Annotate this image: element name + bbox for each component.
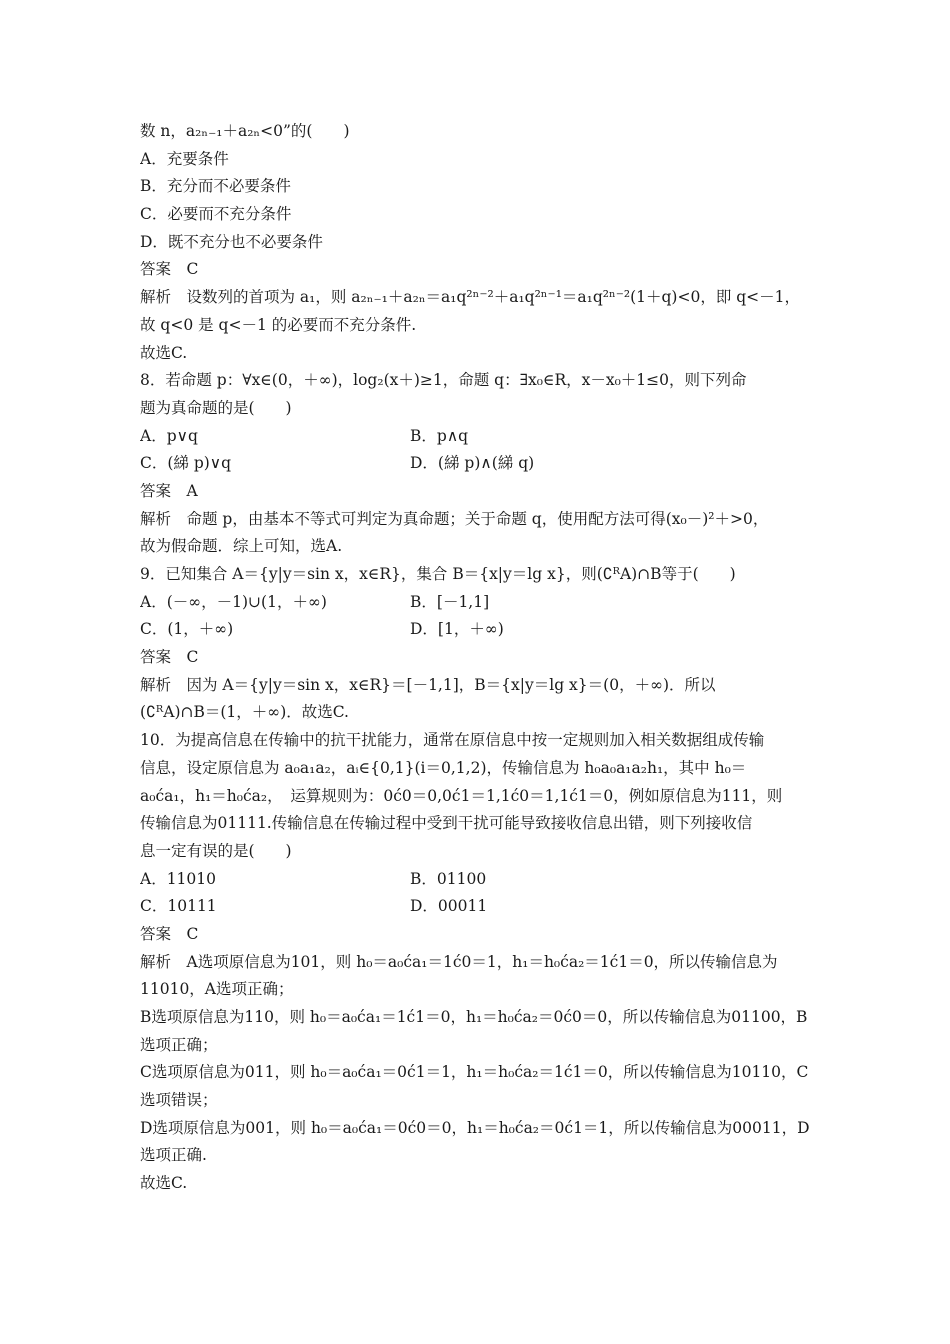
option-d: D．既不充分也不必要条件: [140, 232, 323, 251]
option-a: A．(－∞，－1)∪(1，＋∞): [140, 592, 327, 611]
analysis-line: 解析 命题 p，由基本不等式可判定为真命题；关于命题 q，使用配方法可得(x₀－)²＋>0，: [140, 509, 769, 528]
analysis-line: B选项原信息为110，则 h₀＝a₀ća₁＝1ć1＝0，h₁＝h₀ća₂＝0ć0＝0，所以传输信息为01100，B: [140, 1008, 808, 1026]
option-b: B．[－1,1]: [410, 592, 490, 611]
analysis-line: 解析 设数列的首项为 a₁，则 a₂ₙ₋₁＋a₂ₙ＝a₁q²ⁿ⁻²＋a₁q²ⁿ⁻¹＝a₁q²ⁿ⁻²(1＋q)<0，即 q<－1，: [140, 288, 801, 307]
option-d: D．(綈 p)∧(綈 q): [410, 454, 535, 473]
option-d: D．[1，＋∞): [410, 620, 504, 639]
options-row: [140, 589, 812, 617]
text-line: 数 n，a₂ₙ₋₁＋a₂ₙ<0”的( ): [140, 122, 350, 140]
options-row: [140, 866, 812, 894]
question-10-cont: 信息，设定原信息为 a₀a₁a₂，aᵢ∈{0,1}(i＝0,1,2)，传输信息为 h₀a₀a₁a₂h₁，其中 h₀＝: [140, 758, 747, 777]
question-8-cont: 题为真命题的是( ): [140, 398, 292, 417]
analysis-line: 故为假命题．综上可知，选A.: [140, 537, 343, 556]
conclusion: 故选C.: [140, 343, 188, 362]
conclusion: 故选C.: [140, 1174, 188, 1193]
analysis-line: 选项正确；: [140, 1035, 218, 1054]
document-body: [140, 118, 812, 1198]
option-c: C．(1，＋∞): [140, 620, 234, 639]
options-row: [140, 616, 812, 644]
analysis-line: (∁ᴿA)∩B＝(1，＋∞)．故选C.: [140, 703, 349, 722]
answer: 答案 C: [140, 648, 199, 667]
analysis-line: 选项错误；: [140, 1091, 218, 1110]
option-c: C．必要而不充分条件: [140, 205, 292, 224]
analysis-line: D选项原信息为001，则 h₀＝a₀ća₁＝0ć0＝0，h₁＝h₀ća₂＝0ć1＝1，所以传输信息为00011，D: [140, 1118, 810, 1137]
option-b: B．p∧q: [410, 426, 469, 445]
answer: 答案 A: [140, 481, 198, 500]
analysis-line: C选项原信息为011，则 h₀＝a₀ća₁＝0ć1＝1，h₁＝h₀ća₂＝1ć1＝0，所以传输信息为10110，C: [140, 1063, 809, 1082]
option-b: B．充分而不必要条件: [140, 177, 291, 196]
option-a: A．充要条件: [140, 149, 229, 168]
question-10-cont: 息一定有误的是( ): [140, 841, 292, 860]
options-row: [140, 423, 812, 451]
analysis-line: 故 q<0 是 q<－1 的必要而不充分条件.: [140, 315, 417, 334]
question-9: 9．已知集合 A＝{y|y＝sin x，x∈R}，集合 B＝{x|y＝lg x}，则(∁ᴿA)∩B等于( ): [140, 565, 736, 583]
analysis-line: 11010，A选项正确；: [140, 980, 294, 999]
question-8: 8．若命题 p：∀x∈(0，＋∞)，log₂(x＋)≥1，命题 q：∃x₀∈R，x－x₀＋1≤0，则下列命: [140, 371, 747, 390]
question-10-cont: a₀ća₁，h₁＝h₀ća₂， 运算规则为：0ć0＝0,0ć1＝1,1ć0＝1,1ć1＝0，例如原信息为111，则: [140, 786, 783, 805]
answer: 答案 C: [140, 260, 199, 279]
option-a: A．p∨q: [140, 426, 198, 445]
options-row: [140, 893, 812, 921]
option-c: C．(綈 p)∨q: [140, 454, 232, 473]
option-c: C．10111: [140, 897, 217, 916]
answer: 答案 C: [140, 924, 199, 943]
question-10: 10．为提高信息在传输中的抗干扰能力，通常在原信息中按一定规则加入相关数据组成传输: [140, 731, 765, 750]
question-10-cont: 传输信息为01111.传输信息在传输过程中受到干扰可能导致接收信息出错，则下列接收信: [140, 814, 753, 833]
option-b: B．01100: [410, 869, 487, 888]
analysis-line: 选项正确.: [140, 1146, 207, 1165]
option-d: D．00011: [410, 897, 488, 916]
option-a: A．11010: [140, 869, 217, 888]
analysis-line: 解析 A选项原信息为101，则 h₀＝a₀ća₁＝1ć0＝1，h₁＝h₀ća₂＝1ć1＝0，所以传输信息为: [140, 952, 778, 971]
analysis-line: 解析 因为 A＝{y|y＝sin x，x∈R}＝[－1,1]，B＝{x|y＝lg x}＝(0，＋∞)．所以: [140, 675, 716, 694]
options-row: [140, 450, 812, 478]
